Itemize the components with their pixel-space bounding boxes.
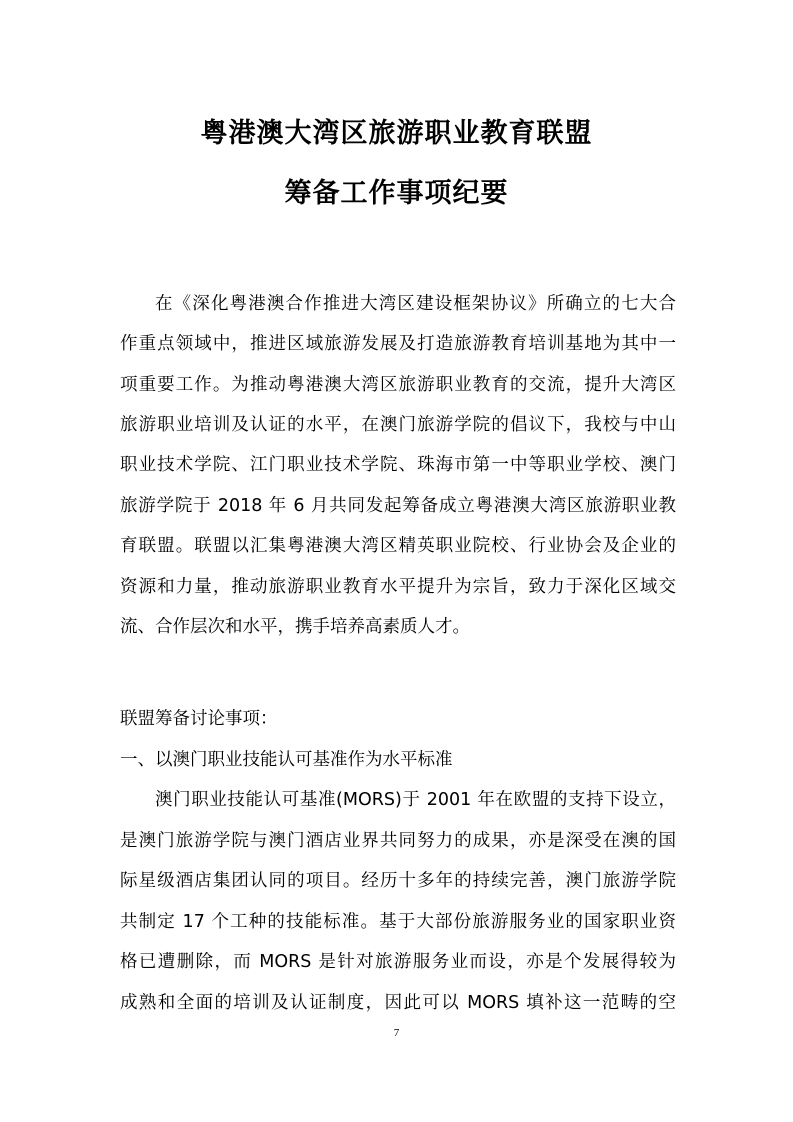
paragraph-line: 是澳门旅游学院与澳门酒店业界共同努力的成果，亦是深受在澳的国	[120, 831, 676, 851]
paragraph-line: 旅游职业培训及认证的水平，在澳门旅游学院的倡议下，我校与中山	[120, 415, 676, 435]
paragraph-line: 流、合作层次和水平，携手培养高素质人才。	[120, 617, 470, 637]
paragraph-line: 在《深化粤港澳合作推进大湾区建设框架协议》所确立的七大合	[155, 294, 676, 314]
paragraph-line: 澳门职业技能认可基准(MORS)于 2001 年在欧盟的支持下设立，	[155, 790, 676, 810]
paragraph-line: 作重点领域中，推进区域旅游发展及打造旅游教育培训基地为其中一	[120, 334, 676, 354]
paragraph-line: 格已遭删除，而 MORS 是针对旅游服务业而设，亦是个发展得较为	[120, 952, 676, 972]
page-number: 7	[393, 1027, 400, 1039]
item-heading: 一、以澳门职业技能认可基准作为水平标准	[120, 750, 453, 770]
document-subtitle: 筹备工作事项纪要	[284, 178, 509, 209]
paragraph-line: 旅游学院于 2018 年 6 月共同发起筹备成立粤港澳大湾区旅游职业教	[120, 496, 676, 516]
paragraph-line: 育联盟。联盟以汇集粤港澳大湾区精英职业院校、行业协会及企业的	[120, 536, 676, 556]
document-title: 粤港澳大湾区旅游职业教育联盟	[200, 118, 593, 149]
paragraph-line: 际星级酒店集团认同的项目。经历十多年的持续完善，澳门旅游学院	[120, 871, 676, 891]
paragraph-line: 职业技术学院、江门职业技术学院、珠海市第一中等职业学校、澳门	[120, 455, 676, 475]
paragraph-line: 共制定 17 个工种的技能标准。基于大部份旅游服务业的国家职业资	[120, 912, 676, 932]
paragraph-line: 资源和力量，推动旅游职业教育水平提升为宗旨，致力于深化区域交	[120, 577, 676, 597]
paragraph-line: 成熟和全面的培训及认证制度，因此可以 MORS 填补这一范畴的空	[120, 993, 676, 1013]
paragraph-line: 项重要工作。为推动粤港澳大湾区旅游职业教育的交流，提升大湾区	[120, 375, 676, 395]
section-label: 联盟筹备讨论事项：	[120, 709, 278, 729]
